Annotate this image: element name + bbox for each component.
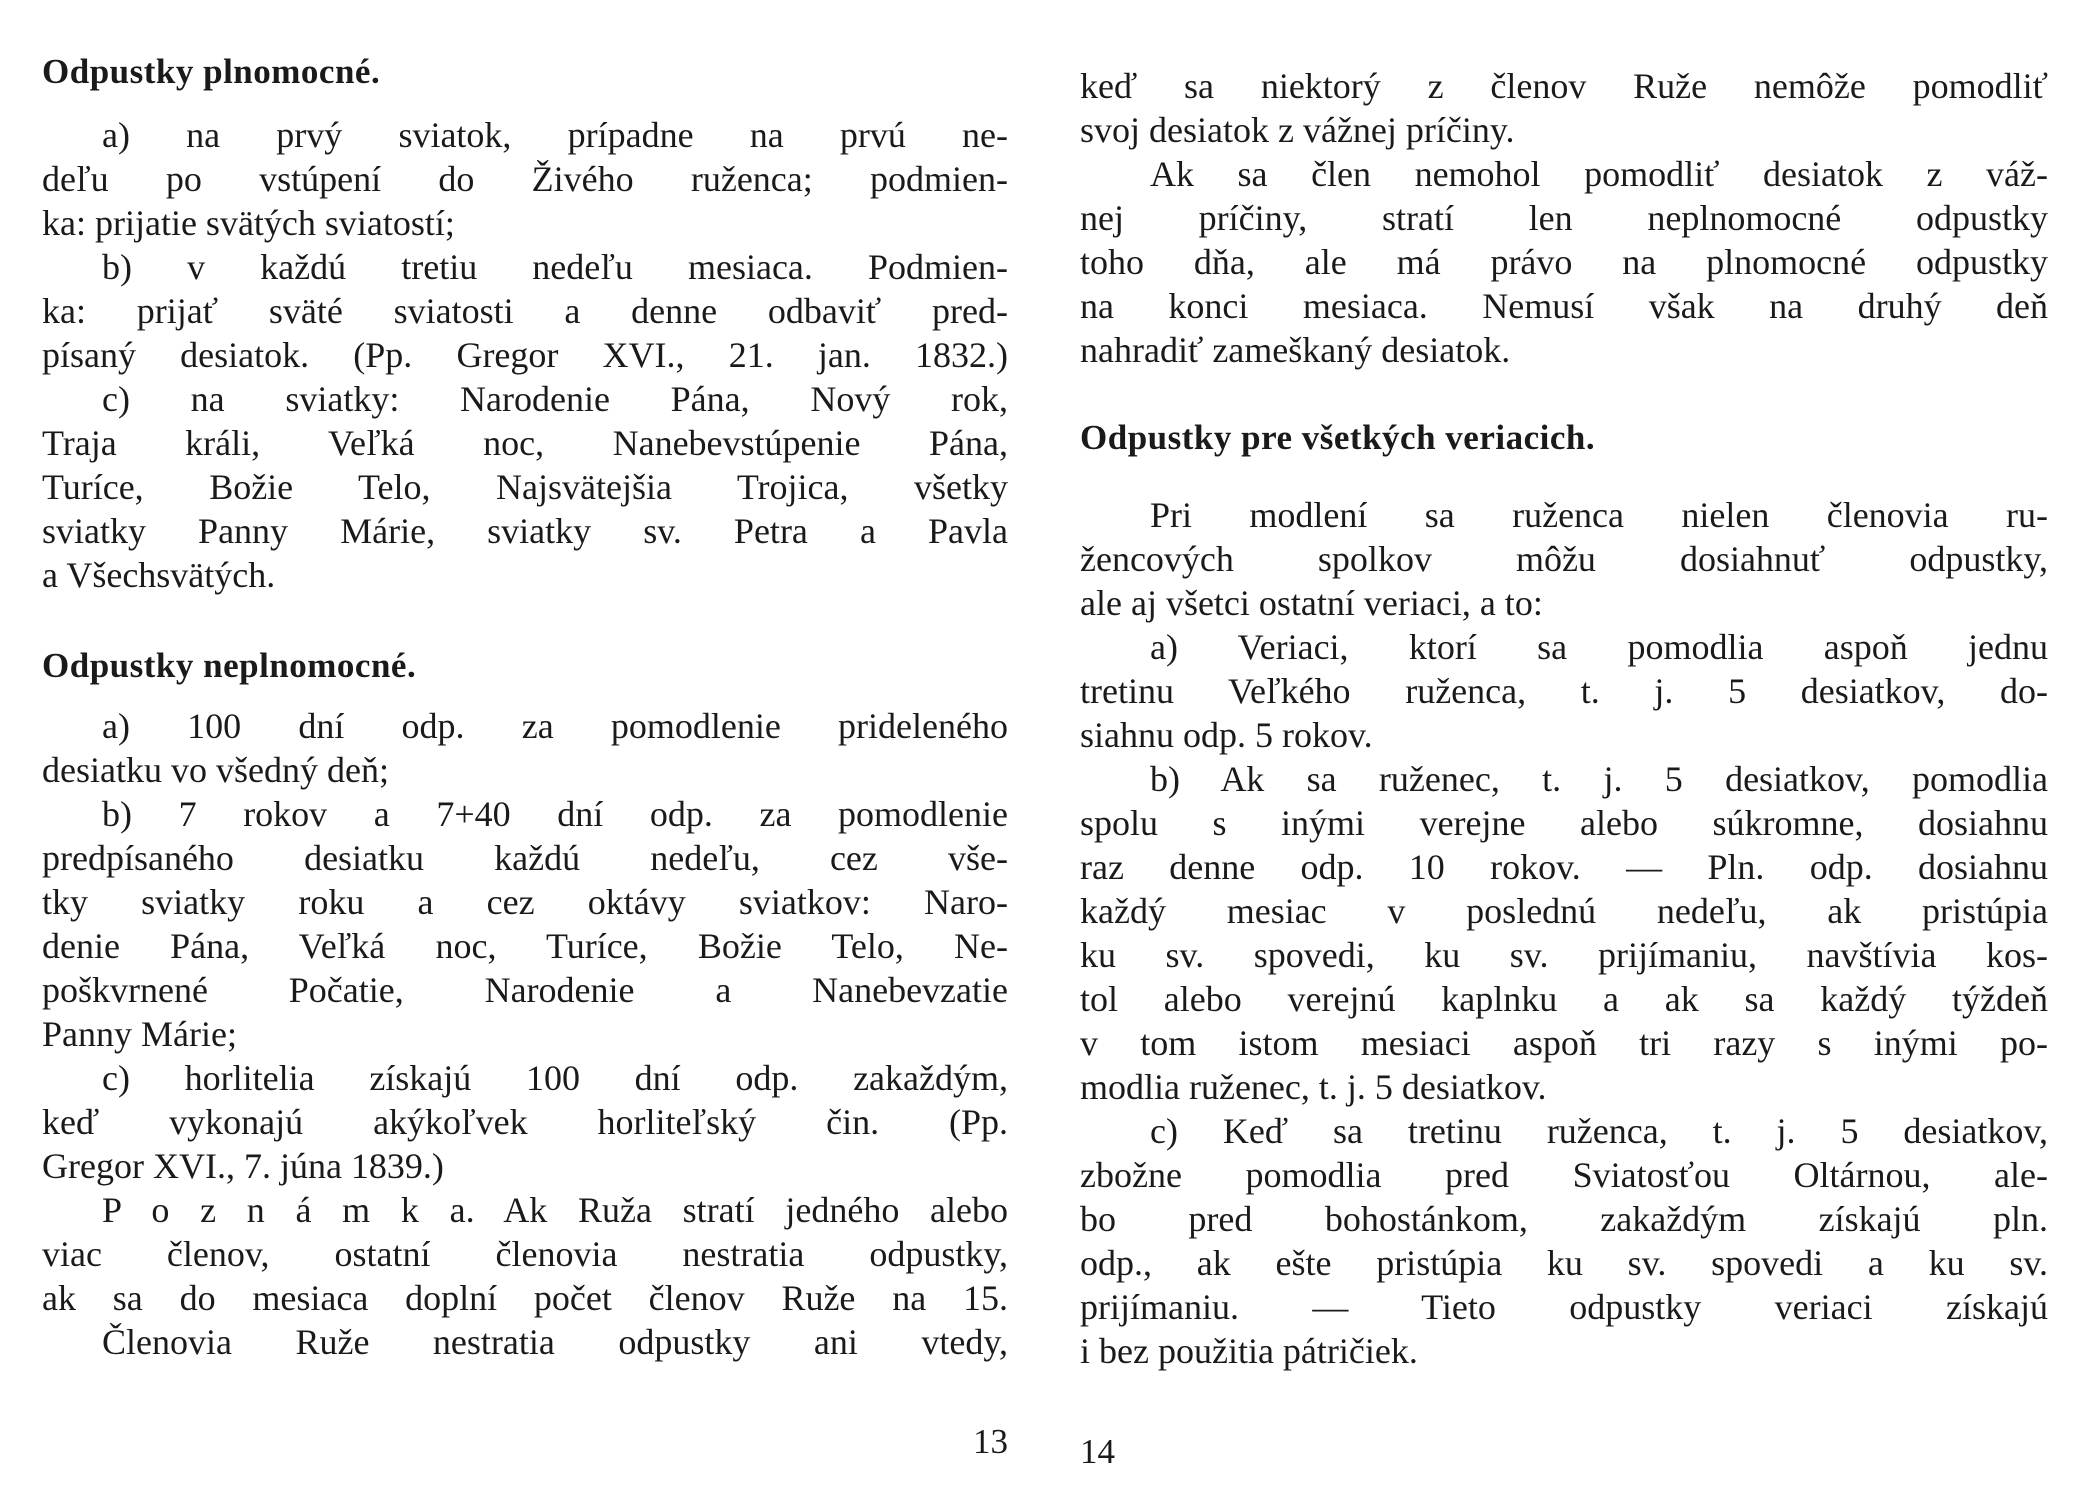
text-line: nej príčiny, stratí len neplnomocné odpustky: [1080, 198, 2048, 238]
text-line: žencových spolkov môžu dosiahnuť odpustky,: [1080, 539, 2048, 579]
text-line: ka: prijať sväté sviatosti a denne odbaviť pred-: [42, 291, 1008, 331]
text-line: a) na prvý sviatok, prípadne na prvú ne-: [102, 115, 1008, 155]
text-line: denie Pána, Veľká noc, Turíce, Božie Telo, Ne-: [42, 926, 1008, 966]
section-heading: Odpustky neplnomocné.: [42, 646, 417, 685]
text-line: i bez použitia pátričiek.: [1080, 1331, 1418, 1371]
text-line: Ak sa člen nemohol pomodliť desiatok z váž-: [1150, 154, 2048, 194]
text-line: desiatku vo všedný deň;: [42, 750, 389, 790]
text-line: spolu s inými verejne alebo súkromne, dosiahnu: [1080, 803, 2048, 843]
text-line: b) Ak sa ruženec, t. j. 5 desiatkov, pomodlia: [1150, 759, 2048, 799]
text-line: svoj desiatok z vážnej príčiny.: [1080, 110, 1515, 150]
text-line: Pri modlení sa ruženca nielen členovia ru-: [1150, 495, 2048, 535]
text-line: b) 7 rokov a 7+40 dní odp. za pomodlenie: [102, 794, 1008, 834]
text-line: ka: prijatie svätých sviatostí;: [42, 203, 455, 243]
text-line: písaný desiatok. (Pp. Gregor XVI., 21. jan. 1832.): [42, 335, 1008, 375]
text-line: deľu po vstúpení do Živého ruženca; podmien-: [42, 159, 1008, 199]
text-line: a) 100 dní odp. za pomodlenie prideleného: [102, 706, 1008, 746]
text-line: a Všechsvätých.: [42, 555, 276, 595]
text-line: tol alebo verejnú kaplnku a ak sa každý týždeň: [1080, 979, 2048, 1019]
text-line: ku sv. spovedi, ku sv. prijímaniu, navštívia kos-: [1080, 935, 2048, 975]
text-line: toho dňa, ale má právo na plnomocné odpustky: [1080, 242, 2048, 282]
text-line: ale aj všetci ostatní veriaci, a to:: [1080, 583, 1543, 623]
text-line: predpísaného desiatku každú nedeľu, cez vše-: [42, 838, 1008, 878]
text-line: c) horlitelia získajú 100 dní odp. zakaždým,: [102, 1058, 1008, 1098]
text-line: raz denne odp. 10 rokov. — Pln. odp. dosiahnu: [1080, 847, 2048, 887]
page-number: 13: [973, 1422, 1008, 1461]
text-line: modlia ruženec, t. j. 5 desiatkov.: [1080, 1067, 1547, 1107]
section-heading: Odpustky pre všetkých veriacich.: [1080, 418, 1596, 457]
text-line: Gregor XVI., 7. júna 1839.): [42, 1146, 444, 1186]
section-heading: Odpustky plnomocné.: [42, 52, 381, 91]
text-line: každý mesiac v poslednú nedeľu, ak pristúpia: [1080, 891, 2048, 931]
page-number: 14: [1080, 1432, 1115, 1471]
text-line: v tom istom mesiaci aspoň tri razy s inými po-: [1080, 1023, 2048, 1063]
text-line: Traja králi, Veľká noc, Nanebevstúpenie Pána,: [42, 423, 1008, 463]
text-line: P o z n á m k a. Ak Ruža stratí jedného alebo: [102, 1190, 1008, 1230]
text-line: sviatky Panny Márie, sviatky sv. Petra a Pavla: [42, 511, 1008, 551]
text-line: poškvrnené Počatie, Narodenie a Nanebevzatie: [42, 970, 1008, 1010]
text-line: tky sviatky roku a cez oktávy sviatkov: Naro-: [42, 882, 1008, 922]
text-line: ak sa do mesiaca doplní počet členov Ruže na 15.: [42, 1278, 1008, 1318]
text-line: na konci mesiaca. Nemusí však na druhý deň: [1080, 286, 2048, 326]
text-line: Turíce, Božie Telo, Najsvätejšia Trojica, všetky: [42, 467, 1008, 507]
text-line: prijímaniu. — Tieto odpustky veriaci získajú: [1080, 1287, 2048, 1327]
text-line: siahnu odp. 5 rokov.: [1080, 715, 1373, 755]
text-line: viac členov, ostatní členovia nestratia odpustky,: [42, 1234, 1008, 1274]
text-line: Panny Márie;: [42, 1014, 237, 1054]
text-line: c) Keď sa tretinu ruženca, t. j. 5 desiatkov,: [1150, 1111, 2048, 1151]
text-line: zbožne pomodlia pred Sviatosťou Oltárnou, ale-: [1080, 1155, 2048, 1195]
text-line: b) v každú tretiu nedeľu mesiaca. Podmien-: [102, 247, 1008, 287]
text-line: bo pred bohostánkom, zakaždým získajú pln.: [1080, 1199, 2048, 1239]
text-line: keď vykonajú akýkoľvek horliteľský čin. (Pp.: [42, 1102, 1008, 1142]
text-line: c) na sviatky: Narodenie Pána, Nový rok,: [102, 379, 1008, 419]
text-line: Členovia Ruže nestratia odpustky ani vtedy,: [102, 1322, 1008, 1362]
text-line: a) Veriaci, ktorí sa pomodlia aspoň jednu: [1150, 627, 2048, 667]
text-line: odp., ak ešte pristúpia ku sv. spovedi a ku sv.: [1080, 1243, 2048, 1283]
text-line: keď sa niektorý z členov Ruže nemôže pomodliť: [1080, 66, 2048, 106]
text-line: tretinu Veľkého ruženca, t. j. 5 desiatkov, do-: [1080, 671, 2048, 711]
text-line: nahradiť zameškaný desiatok.: [1080, 330, 1511, 370]
